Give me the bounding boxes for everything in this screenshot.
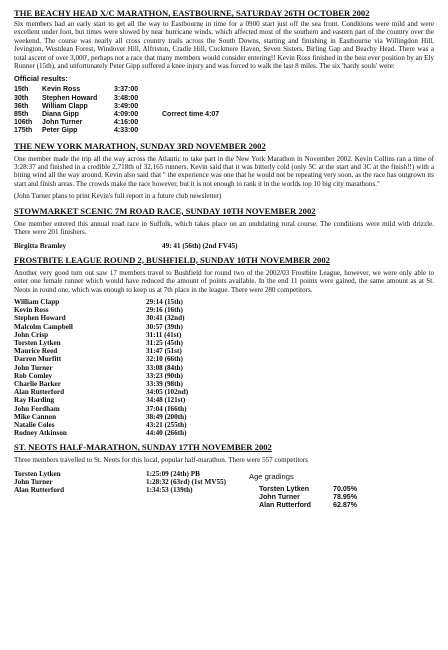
result-row: Torsten Lytken 1:25:09 (24th) PB bbox=[14, 469, 200, 478]
beachy-head-paragraph: Six members had an early start to get all the way to Eastbourne in time for a 0900 start just off the sea front. Conditions were mild and were excellent under foot, but times were slowed by near hurricane winds, which affected most of the southern and eastern part of the country over the weekend. The course was nearly all cross country trails across the South Downs, starting and finishing in Eastbourne via Willingdon Hill, Jevington, Westdean Forest, Windover Hill, Alfriston, Cradle Hill, Cuckmere Haven, Seven Sisters, Birling Gap and Beachy Head. There was a total ascent of over 3,000', perhaps not a race that many members would consider entering!! Kevin Ross finished in the best ever position by an Ely Runner (15th), and unfortunately Peter Gipp suffered a knee injury and was forced to walk the last 8 miles. The six 'hardy souls' were: bbox=[14, 20, 434, 71]
new-york-paragraph: One member made the trip all the way across the Atlantic to take part in the New York Marathon in November 2002. Kevin Collins ran a time of 3:28:37 and finished in a credible 2,718th of 32,165 runners. Kevin said that it was bitterly cold (only 5C at the start and 3C at the finish!!) with a biting wind all the way around. Kevin also said that " the experience was one that he would not be repeating very soon, as the race has outgrown its start and finish areas. The crowds make the race however, but it is not enough to rank it in the worlds top 10 big city marathons." bbox=[14, 154, 434, 188]
grading-row: Torsten Lytken 70.05% bbox=[259, 484, 358, 493]
age-gradings-title: Age gradings bbox=[249, 471, 294, 481]
runner-time: 33:39 (98th) bbox=[146, 379, 183, 388]
runner-time: 32:10 (66th) bbox=[146, 355, 183, 364]
runner-name: Natalie Coles bbox=[14, 420, 55, 429]
age-gradings bbox=[249, 470, 357, 510]
result-row bbox=[14, 380, 434, 388]
frostbite-paragraph: Another very good turn out saw 17 members travel to Bushfield for round two of the 2002/03 Frostbite League, however, we were only able to enter one female runner which would have reduced the amount of points available. In the end 11 points were gained, the same amount as at St. Neots in round one, which was enough to keep us at 7th place in the league. There were 280 competitors. bbox=[14, 268, 434, 294]
runner-time: 38:49 (200th) bbox=[146, 412, 187, 421]
runner-name: John Fordham bbox=[14, 404, 60, 413]
runner-time: 37:04 (166th) bbox=[146, 404, 187, 413]
beachy-head-heading: THE BEACHY HEAD X/C MARATHON, EASTBOURNE, SATURDAY 26TH OCTOBER 2002 bbox=[14, 8, 370, 18]
result-row bbox=[14, 298, 434, 306]
result-row bbox=[14, 413, 434, 421]
stowmarket-paragraph: One member entered this annual road race in Suffolk, which takes place on an undulating rural course. The conditions were mild with drizzle. There were 201 finishers. bbox=[14, 219, 434, 237]
runner-name: Birgitta Bramley bbox=[14, 241, 67, 250]
new-york-note: (John Turner plans to print Kevin's full report in a future club newsletter) bbox=[14, 192, 222, 201]
runner-name: John Crisp bbox=[14, 330, 49, 339]
runner-name: Torsten Lytken bbox=[14, 338, 61, 347]
runner-name: Rob Comley bbox=[14, 371, 53, 380]
runner-name: Darren Murfitt bbox=[14, 355, 62, 364]
result-row: 30th Stephen Howard 3:48:00 bbox=[14, 94, 139, 102]
result-row bbox=[14, 429, 434, 437]
result-row bbox=[14, 364, 434, 372]
result-row bbox=[14, 421, 434, 429]
runner-name: Rodney Atkinson bbox=[14, 429, 67, 438]
st-neots-heading: ST. NEOTS HALF-MARATHON, SUNDAY 17TH NOVEMBER 2002 bbox=[14, 442, 272, 453]
result-row bbox=[14, 372, 434, 380]
runner-time: 30:57 (39th) bbox=[146, 322, 183, 331]
runner-name: Mike Cannon bbox=[14, 412, 57, 421]
result-row bbox=[14, 339, 434, 347]
beachy-results-list bbox=[14, 86, 434, 135]
runner-name: Ray Harding bbox=[14, 396, 55, 405]
runner-name: Stephen Howard bbox=[14, 314, 66, 323]
result-row bbox=[14, 331, 434, 339]
runner-name: Kevin Ross bbox=[14, 306, 49, 315]
runner-name: Maurice Reed bbox=[14, 347, 58, 356]
result-row bbox=[14, 314, 434, 322]
result-row bbox=[14, 405, 434, 413]
result-row: John Turner 1:28:32 (63rd) (1st MV55) bbox=[14, 477, 227, 486]
runner-time: 31:25 (45th) bbox=[146, 338, 183, 347]
result-row bbox=[14, 347, 434, 355]
runner-time: 31:11 (41st) bbox=[146, 330, 182, 339]
result-row bbox=[14, 388, 434, 396]
runner-time: 43:21 (255th) bbox=[146, 420, 187, 429]
frostbite-heading: FROSTBITE LEAGUE ROUND 2, BUSHFIELD, SUNDAY 10TH NOVEMBER 2002 bbox=[14, 254, 330, 265]
result-row: 85th Diana Gipp 4:09:00 Correct time 4:07 bbox=[14, 111, 220, 119]
result-row bbox=[14, 396, 434, 404]
runner-time: 34:05 (102nd) bbox=[146, 388, 189, 397]
runner-time: 31:47 (51st) bbox=[146, 347, 182, 356]
st-neots-paragraph: Three members travelled to St. Neots for this local, popular half-marathon. There were 557 competitors bbox=[14, 456, 308, 465]
stowmarket-heading: STOWMARKET SCENIC 7M ROAD RACE, SUNDAY 10TH NOVEMBER 2002 bbox=[14, 205, 316, 216]
runner-name: William Clapp bbox=[14, 297, 60, 306]
runner-name: John Turner bbox=[14, 363, 53, 372]
runner-time: 33:08 (84th) bbox=[146, 363, 183, 372]
st-neots-results-block bbox=[14, 470, 434, 510]
result-row: 36th William Clapp 3:49:00 bbox=[14, 102, 139, 110]
result-row bbox=[14, 306, 434, 314]
runner-time: 30:41 (32nd) bbox=[146, 314, 185, 323]
runner-time: 49: 41 (56th) (2nd FV45) bbox=[162, 241, 238, 250]
runner-name: Charlie Barker bbox=[14, 379, 61, 388]
new-york-heading: THE NEW YORK MARATHON, SUNDAY 3RD NOVEMBER 2002 bbox=[14, 140, 266, 151]
runner-name: Alan Rutterford bbox=[14, 388, 65, 397]
runner-name: Malcolm Campbell bbox=[14, 322, 73, 331]
runner-time: 44:40 (266th) bbox=[146, 429, 187, 438]
frostbite-results-list bbox=[14, 298, 434, 437]
result-row: 15th Kevin Ross 3:37:00 bbox=[14, 86, 139, 94]
runner-time: 34:48 (121st) bbox=[146, 396, 186, 405]
newsletter-page bbox=[14, 8, 434, 509]
result-row: 175th Peter Gipp 4:33:00 bbox=[14, 127, 139, 135]
stowmarket-result-row bbox=[14, 242, 434, 250]
runner-time: 29:16 (16th) bbox=[146, 306, 183, 315]
result-row bbox=[14, 323, 434, 331]
result-row bbox=[14, 355, 434, 363]
runner-time: 29:14 (15th) bbox=[146, 297, 183, 306]
runner-time: 33:23 (90th) bbox=[146, 371, 183, 380]
result-row: Alan Rutterford 1:34:53 (139th) bbox=[14, 486, 193, 495]
grading-row: Alan Rutterford 62.87% bbox=[259, 501, 358, 510]
grading-row: John Turner 78.95% bbox=[259, 492, 358, 501]
official-results-title: Official results: bbox=[14, 74, 68, 84]
result-row: 106th John Turner 4:16:00 bbox=[14, 119, 139, 127]
